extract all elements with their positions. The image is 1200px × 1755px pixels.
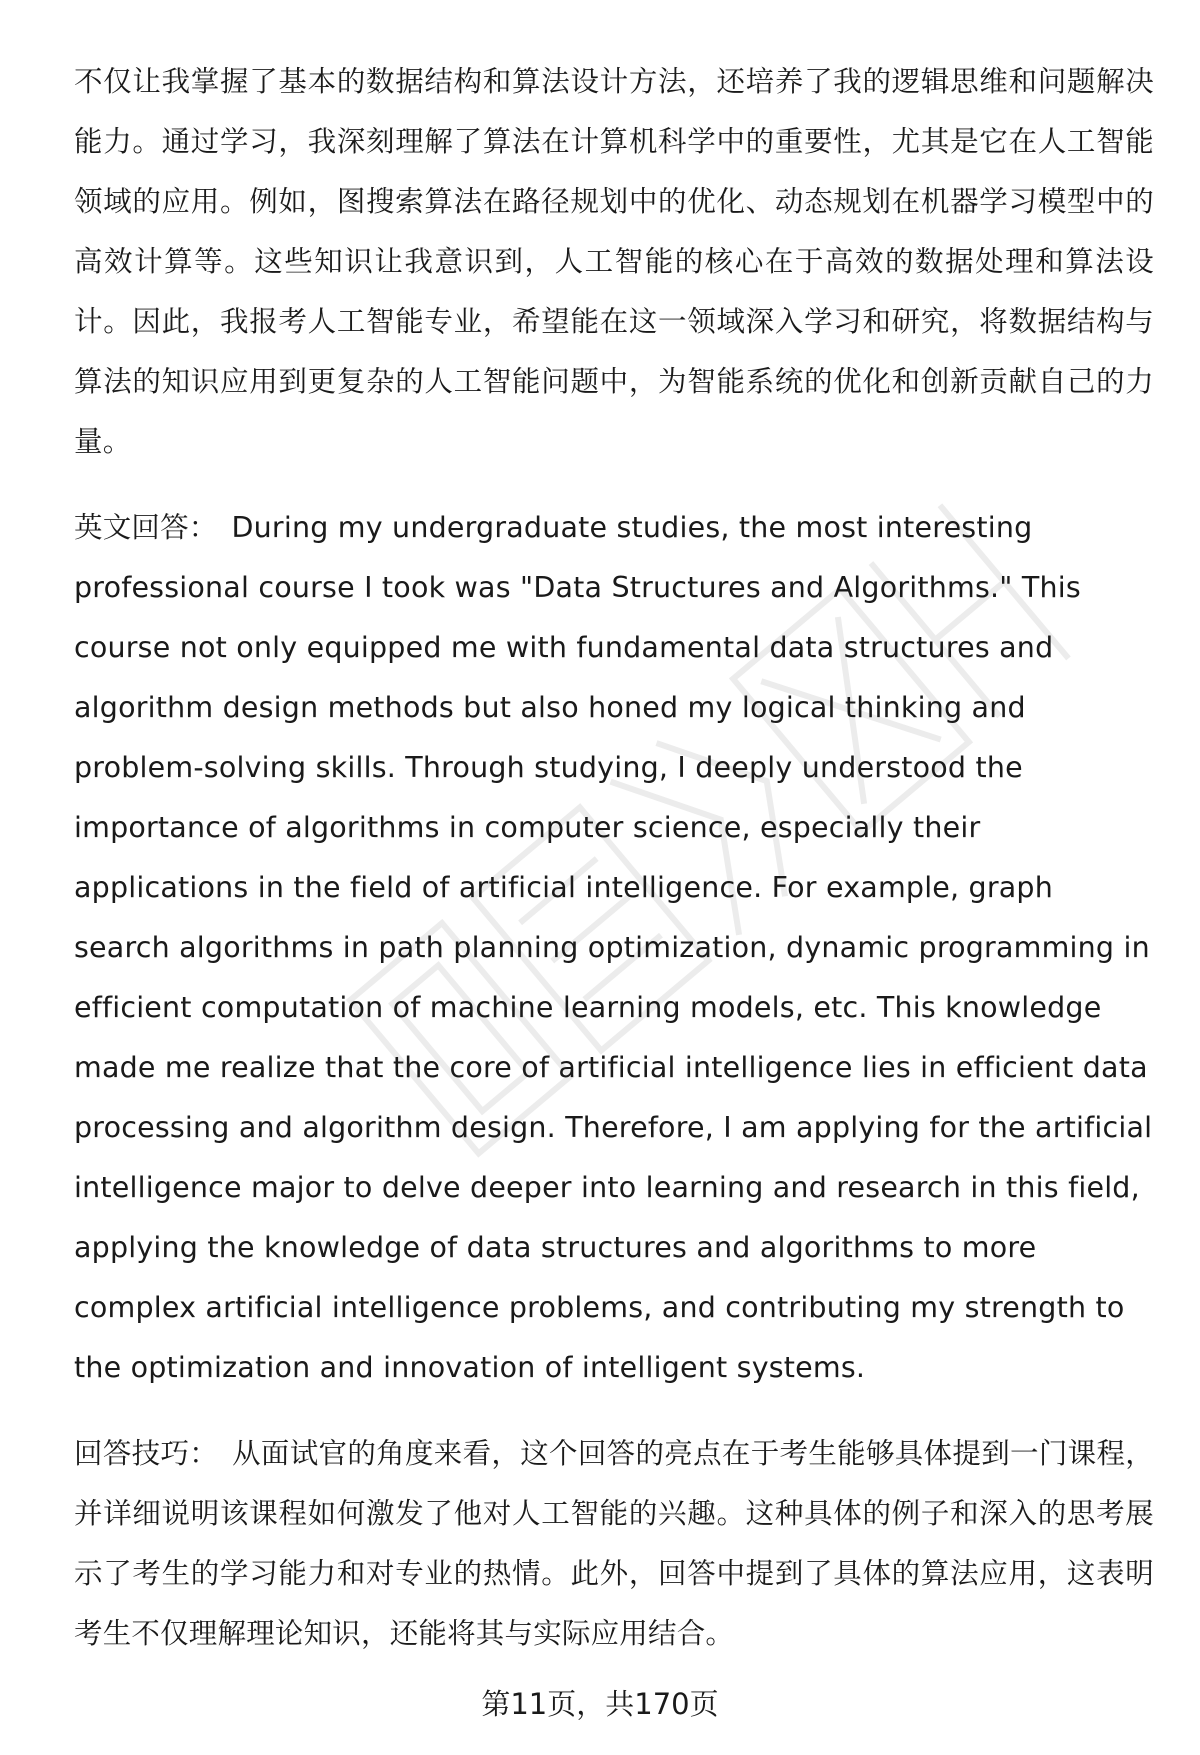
english-answer-paragraph	[74, 498, 1154, 1398]
answer-tips-label: 回答技巧：	[74, 1437, 219, 1470]
english-answer-label: 英文回答：	[74, 511, 218, 544]
answer-tips-paragraph	[74, 1424, 1154, 1664]
page-footer: 第11页，共170页	[481, 1687, 719, 1721]
paragraph-cn: 不仅让我掌握了基本的数据结构和算法设计方法，还培养了我的逻辑思维和问题解决能力。通过学习，我深刻理解了算法在计算机科学中的重要性，尤其是它在人工智能领域的应用。例如，图搜索算法在路径规划中的优化、动态规划在机器学习模型中的高效计算等。这些知识让我意识到，人工智能的核心在于高效的数据处理和算法设计。因此，我报考人工智能专业，希望能在这一领域深入学习和研究，将数据结构与算法的知识应用到更复杂的人工智能问题中，为智能系统的优化和创新贡献自己的力量。	[74, 65, 1154, 458]
answer-tips-text: 从面试官的角度来看，这个回答的亮点在于考生能够具体提到一门课程，并详细说明该课程如何激发了他对人工智能的兴趣。这种具体的例子和深入的思考展示了考生的学习能力和对专业的热情。此外，回答中提到了具体的算法应用，这表明考生不仅理解理论知识，还能将其与实际应用结合。	[74, 1437, 1154, 1650]
english-answer-text: During my undergraduate studies, the most interesting professional course I took was "Data Structures and Algorithms." This course not only equipped me with fundamental data structures and algorithm design methods but also honed my logical thinking and problem-solving skills. Through studying, I deeply understood the importance of algorithms in computer science, especially their applications in the field of artificial intelligence. For example, graph search algorithms in path planning optimization, dynamic programming in efficient computation of machine learning models, etc. This knowledge made me realize that the core of artificial intelligence lies in efficient data processing and algorithm design. Therefore, I am applying for the artificial intelligence major to delve deeper into learning and research in this field, applying the knowledge of data structures and algorithms to more complex artificial intelligence problems, and contributing my strength to the optimization and innovation of intelligent systems.	[74, 511, 1153, 1384]
